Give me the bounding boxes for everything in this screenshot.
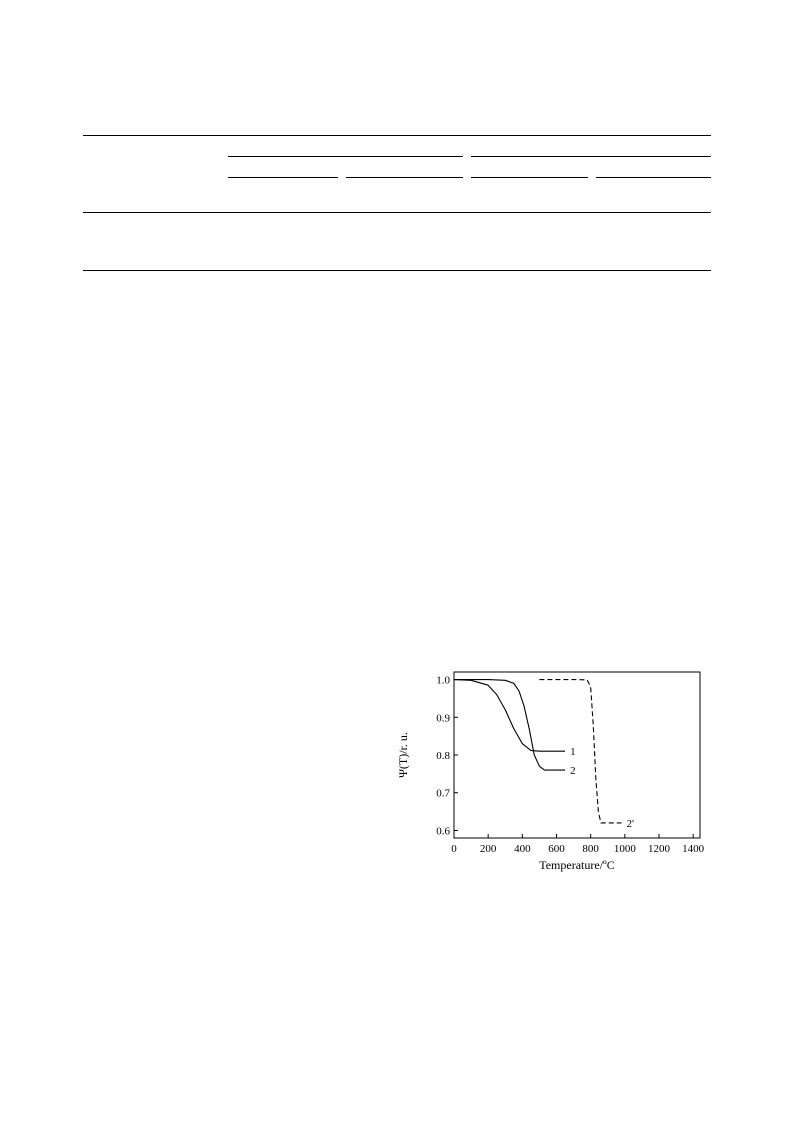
series-line-1: [454, 680, 565, 752]
y-tick-label: 0.6: [436, 825, 450, 838]
series-layer: [454, 680, 621, 823]
x-tick-label: 200: [479, 843, 497, 855]
table-header-bottom-rule: [83, 212, 711, 213]
series-annotation-label: 1: [570, 746, 576, 759]
x-tick-label: 1400: [682, 843, 705, 855]
x-tick-label: 1000: [613, 843, 636, 855]
table-subgroup-rule-3: [471, 177, 588, 178]
annotation-layer: [570, 746, 634, 830]
plot-frame: [454, 672, 700, 838]
x-axis: [451, 834, 704, 855]
table-top-rule: [83, 135, 711, 136]
table-subgroup-rule-1: [228, 177, 338, 178]
series-line-2: [454, 680, 565, 771]
series-annotation-label: 2: [570, 765, 576, 778]
y-tick-label: 0.8: [436, 750, 450, 762]
x-tick-label: 0: [451, 843, 457, 855]
table-group-rule-right: [471, 156, 711, 157]
thermal-stability-chart: [390, 660, 720, 880]
y-tick-label: 0.9: [436, 712, 450, 725]
y-axis: [436, 675, 458, 838]
y-tick-label: 1.0: [436, 674, 450, 687]
table-group-rule-left: [228, 156, 463, 157]
x-tick-label: 800: [582, 843, 599, 855]
x-axis-label: Temperature/ºC: [539, 858, 615, 872]
table-subgroup-rule-2: [346, 177, 463, 178]
table-bottom-rule: [83, 270, 711, 271]
x-tick-label: 1200: [648, 843, 670, 855]
x-tick-label: 400: [514, 843, 531, 855]
table-subgroup-rule-4: [596, 177, 711, 178]
series-annotation-label: 2': [626, 817, 635, 830]
y-tick-label: 0.7: [436, 787, 450, 800]
y-axis-label: Ψ(T)/r. u.: [396, 732, 410, 778]
x-tick-label: 600: [548, 843, 565, 855]
